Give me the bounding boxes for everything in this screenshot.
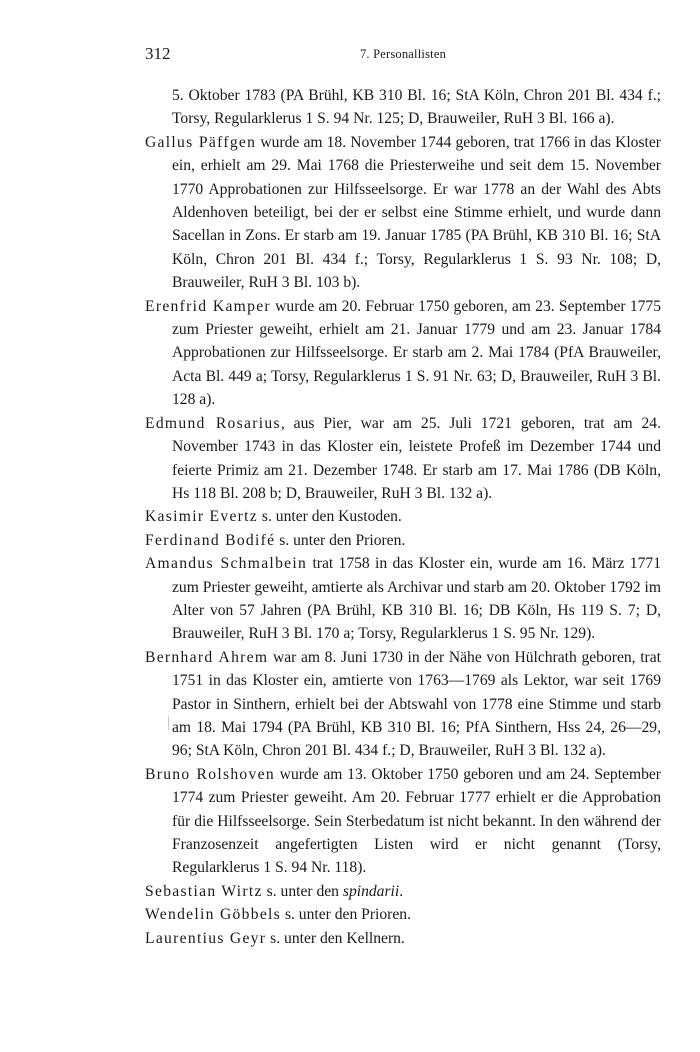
entry-text: war am 8. Juni 1730 in der Nähe von Hülchrath geboren, trat 1751 in das Kloster ein, amtierte von 1763—1769 als Lektor, war seit 1769 Pastor in Sinthern, erhielt bei der Abtswahl von 1778 eine Stimme und starb am 18. Mai 1794 (PA Brühl, KB 310 Bl. 16; PfA Sinthern, Hss 24, 26—29, 96; StA Köln, Chron 201 Bl. 434 f.; D, Brauweiler, RuH 3 Bl. 132 a).	[172, 648, 661, 760]
page-number: 312	[145, 44, 171, 63]
person-name: Kasimir Evertz	[145, 508, 259, 526]
person-name: Amandus Schmalbein	[145, 555, 308, 573]
list-entry	[145, 927, 661, 950]
entry-text: wurde am 20. Februar 1750 geboren, am 23. September 1775 zum Priester geweiht, erhielt am 21. Januar 1779 und am 23. Januar 1784 Approbationen zur Hilfsseelsorge. Er starb am 2. Mai 1784 (PfA Brauweiler, Acta Bl. 449 a; Torsy, Regularklerus 1 S. 91 Nr. 63; D, Brauweiler, RuH 3 Bl. 128 a).	[172, 297, 662, 409]
entry-text: s. unter den	[262, 882, 343, 900]
person-name: Edmund Rosarius	[145, 414, 281, 432]
page-header	[145, 44, 661, 66]
list-entry	[145, 84, 661, 131]
running-head: 7. Personallisten	[359, 47, 447, 61]
list-entry	[145, 646, 661, 763]
entry-text: 5. Oktober 1783 (PA Brühl, KB 310 Bl. 16; StA Köln, Chron 201 Bl. 434 f.; Torsy, Regularklerus 1 S. 94 Nr. 125; D, Brauweiler, RuH 3 Bl. 166 a).	[172, 87, 661, 128]
entry-text: wurde am 18. November 1744 geboren, trat 1766 in das Kloster ein, erhielt am 29. Mai 1768 die Priesterweihe und seit dem 15. November 1770 Approbationen zur Hilfsseelsorge. Er war 1778 an der Wahl des Abts Aldenhoven beteiligt, bei der er selbst eine Stimme erhielt, und wurde dann Sacellan in Zons. Er starb am 19. Januar 1785 (PA Brühl, KB 310 Bl. 16; StA Köln, Chron 201 Bl. 434 f.; Torsy, Regularklerus 1 S. 93 Nr. 108; D, Brauweiler, RuH 3 Bl. 103 b).	[172, 133, 661, 292]
person-name: Bernhard Ahrem	[145, 648, 269, 666]
margin-mark	[168, 716, 169, 730]
entry-text: , aus Pier, war am 25. Juli 1721 geboren, trat am 24. November 1743 in das Kloster ein, leistete Profeß im Dezember 1744 und feierte Primiz am 21. Dezember 1748. Er starb am 17. Mai 1786 (DB Köln, Hs 118 Bl. 208 b; D, Brauweiler, RuH 3 Bl. 132 a).	[172, 414, 661, 502]
list-entry	[145, 295, 661, 412]
entry-text: s. unter den Kellnern.	[266, 929, 405, 947]
personnel-list	[145, 84, 661, 950]
entry-text: s. unter den Prioren.	[281, 906, 411, 924]
list-entry	[145, 880, 661, 903]
entry-text: wurde am 13. Oktober 1750 geboren und am 24. September 1774 zum Priester geweiht. Am 20. Februar 1777 erhielt er die Approbation für die Hilfsseelsorge. Sein Sterbedatum ist nicht bekannt. In den während der Franzosenzeit angefertigten Listen wird er nicht genannt (Torsy, Regularklerus 1 S. 94 Nr. 118).	[172, 765, 661, 877]
entry-text: s. unter den Kustoden.	[258, 508, 402, 526]
person-name: Sebastian Wirtz	[145, 882, 263, 900]
list-entry	[145, 505, 661, 528]
list-entry	[145, 131, 661, 295]
list-entry	[145, 763, 661, 880]
person-name: Erenfrid Kamper	[145, 297, 271, 315]
person-name: Gallus Päffgen	[145, 133, 257, 151]
person-name: Bruno Rolshoven	[145, 765, 275, 783]
entry-text: s. unter den Prioren.	[275, 531, 406, 549]
italic-term: spindarii	[342, 882, 400, 900]
entry-text: trat 1758 in das Kloster ein, wurde am 16. März 1771 zum Priester geweiht, amtierte als Archivar und starb am 20. Oktober 1792 im Alter von 57 Jahren (PA Brühl, KB 310 Bl. 16; DB Köln, Hs 119 S. 7; D, Brauweiler, RuH 3 Bl. 170 a; Torsy, Regularklerus 1 S. 95 Nr. 129).	[172, 555, 661, 643]
person-name: Ferdinand Bodifé	[145, 531, 276, 549]
list-entry	[145, 903, 661, 926]
list-entry	[145, 529, 661, 552]
entry-text-tail: .	[399, 882, 404, 900]
person-name: Laurentius Geyr	[145, 929, 267, 947]
list-entry	[145, 552, 661, 646]
list-entry	[145, 412, 661, 506]
person-name: Wendelin Göbbels	[145, 906, 282, 924]
